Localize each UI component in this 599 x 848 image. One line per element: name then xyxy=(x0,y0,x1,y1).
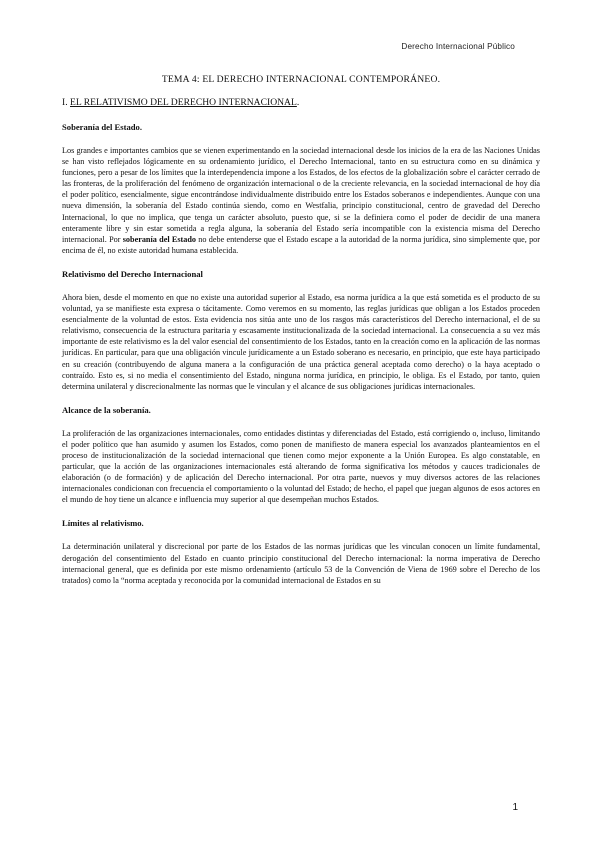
paragraph-alcance: La proliferación de las organizaciones internacionales, como entidades distintas y diferenciadas del Estado, está corrigiendo o, incluso, limitando el poder político que han asumido y asumen los Estados, como ponen de manifiesto de manera especial los avanzados planteamientos en el proceso de institucionalización de la sociedad internacional que tienen como mejor exponente a la Unión Europea. Es algo constatable, en particular, que la acción de las organizaciones internacionales está alterando de forma significativa los métodos y cauces tradicionales de elaboración (o de formación) y de aplicación del Derecho internacional. Por otra parte, nuevos y muy diversos actores de las relaciones internacionales condicionan con frecuencia el comportamiento o la voluntad del Estado; de hecho, el papel que juegan algunos de esos actores en el mundo de hoy tiene un alcance e influencia muy superior al que desempeñan muchos Estados. xyxy=(62,428,540,505)
page-content xyxy=(62,74,540,599)
section-title: EL RELATIVISMO DEL DERECHO INTERNACIONAL xyxy=(70,97,297,108)
running-header: Derecho Internacional Público xyxy=(401,42,515,51)
subheading-relativismo: Relativismo del Derecho Internacional xyxy=(62,268,203,279)
paragraph-soberania xyxy=(62,145,540,256)
paragraph-limites: La determinación unilateral y discrecional por parte de los Estados de las normas jurídicas que les vinculan conocen un límite fundamental, derogación del consentimiento del Estado en cuanto principio constitucional del Derecho internacional: la norma imperativa de Derecho internacional general, que es definida por este mismo ordenamiento (artículo 53 de la Convención de Viena de 1969 sobre el Derecho de los tratados) como la “norma aceptada y reconocida por la comunidad internacional de Estados en su xyxy=(62,542,540,585)
section-number: I. xyxy=(62,97,68,108)
paragraph-text: no debe entenderse que el Estado escape a la autoridad de la norma jurídica, sino simplemente que, por encima de él, no existe autoridad humana establecida. xyxy=(62,234,540,255)
paragraph-text: Los grandes e importantes cambios que se vienen experimentando en la sociedad internacional desde los inicios de la era de las Naciones Unidas se han visto reflejados lógicamente en su ordenamiento jurídico, el Derecho Internacional, tanto en su estructura como en su dinámica y funciones, pero a pesar de los límites que la interdependencia impone a los Estados, de los efectos de la globalización sobre el carácter cerrado de las fronteras, de la proliferación del fenómeno de organización internacional o de la creciente relevancia, en la sociedad internacional de hoy día el poder político, esencialmente, sigue encontrándose individualmente distribuido entre los Estados soberanos e independientes. Aunque con una nueva dimensión, la soberanía del Estado continúa siendo, como en Westfalia, principio constitucional, centro de gravedad del Derecho Internacional, lo que no implica, que tenga un carácter absoluto, puesto que, si se la definiera como el poder de decidir de una manera enteramente libre y sin estar sometida a regla alguna, la soberanía del Estado sería incompatible con la existencia misma del Derecho internacional. Por xyxy=(62,146,540,244)
section-period: . xyxy=(296,97,300,108)
subheading-soberania: Soberanía del Estado. xyxy=(62,122,142,132)
document-title: TEMA 4: EL DERECHO INTERNACIONAL CONTEMPORÁNEO. xyxy=(161,74,441,85)
section-heading xyxy=(62,97,540,108)
page-number: 1 xyxy=(512,802,518,813)
paragraph-relativismo: Ahora bien, desde el momento en que no existe una autoridad superior al Estado, esa norma jurídica a la que está sometida es el producto de su voluntad, ya se manifieste esta expresa o tácitamente. Como veremos en su momento, las reglas jurídicas que obligan a los Estados proceden esencialmente de la voluntad de estos. Esta evidencia nos sitúa ante uno de los rasgos más característicos del Derecho internacional, el de su relativismo, consecuencia de la estructura paritaria y escasamente institucionalizada de la sociedad internacional. La consecuencia a su vez más importante de este relativismo es la del valor esencial del consentimiento de los Estados, tanto en la creación como en la aplicación de las normas jurídicas. En particular, para que una obligación vincule jurídicamente a un Estado soberano es necesario, en principio, que este haya participado en su creación (contribuyendo de alguna manera a la configuración de una práctica general aceptada como derecho) o la haya aceptado o contraído. Esto es, si no media el consentimiento del Estado, ninguna norma jurídica, en principio, le obliga. Es el Estado, por tanto, quien determina unilateral y discrecionalmente las normas que le vinculan y el alcance de sus obligaciones jurídicas internacionales. xyxy=(62,292,540,391)
subheading-alcance: Alcance de la soberanía. xyxy=(62,404,151,415)
bold-term: soberanía del Estado xyxy=(122,234,197,244)
subheading-limites: Límites al relativismo. xyxy=(62,518,144,529)
